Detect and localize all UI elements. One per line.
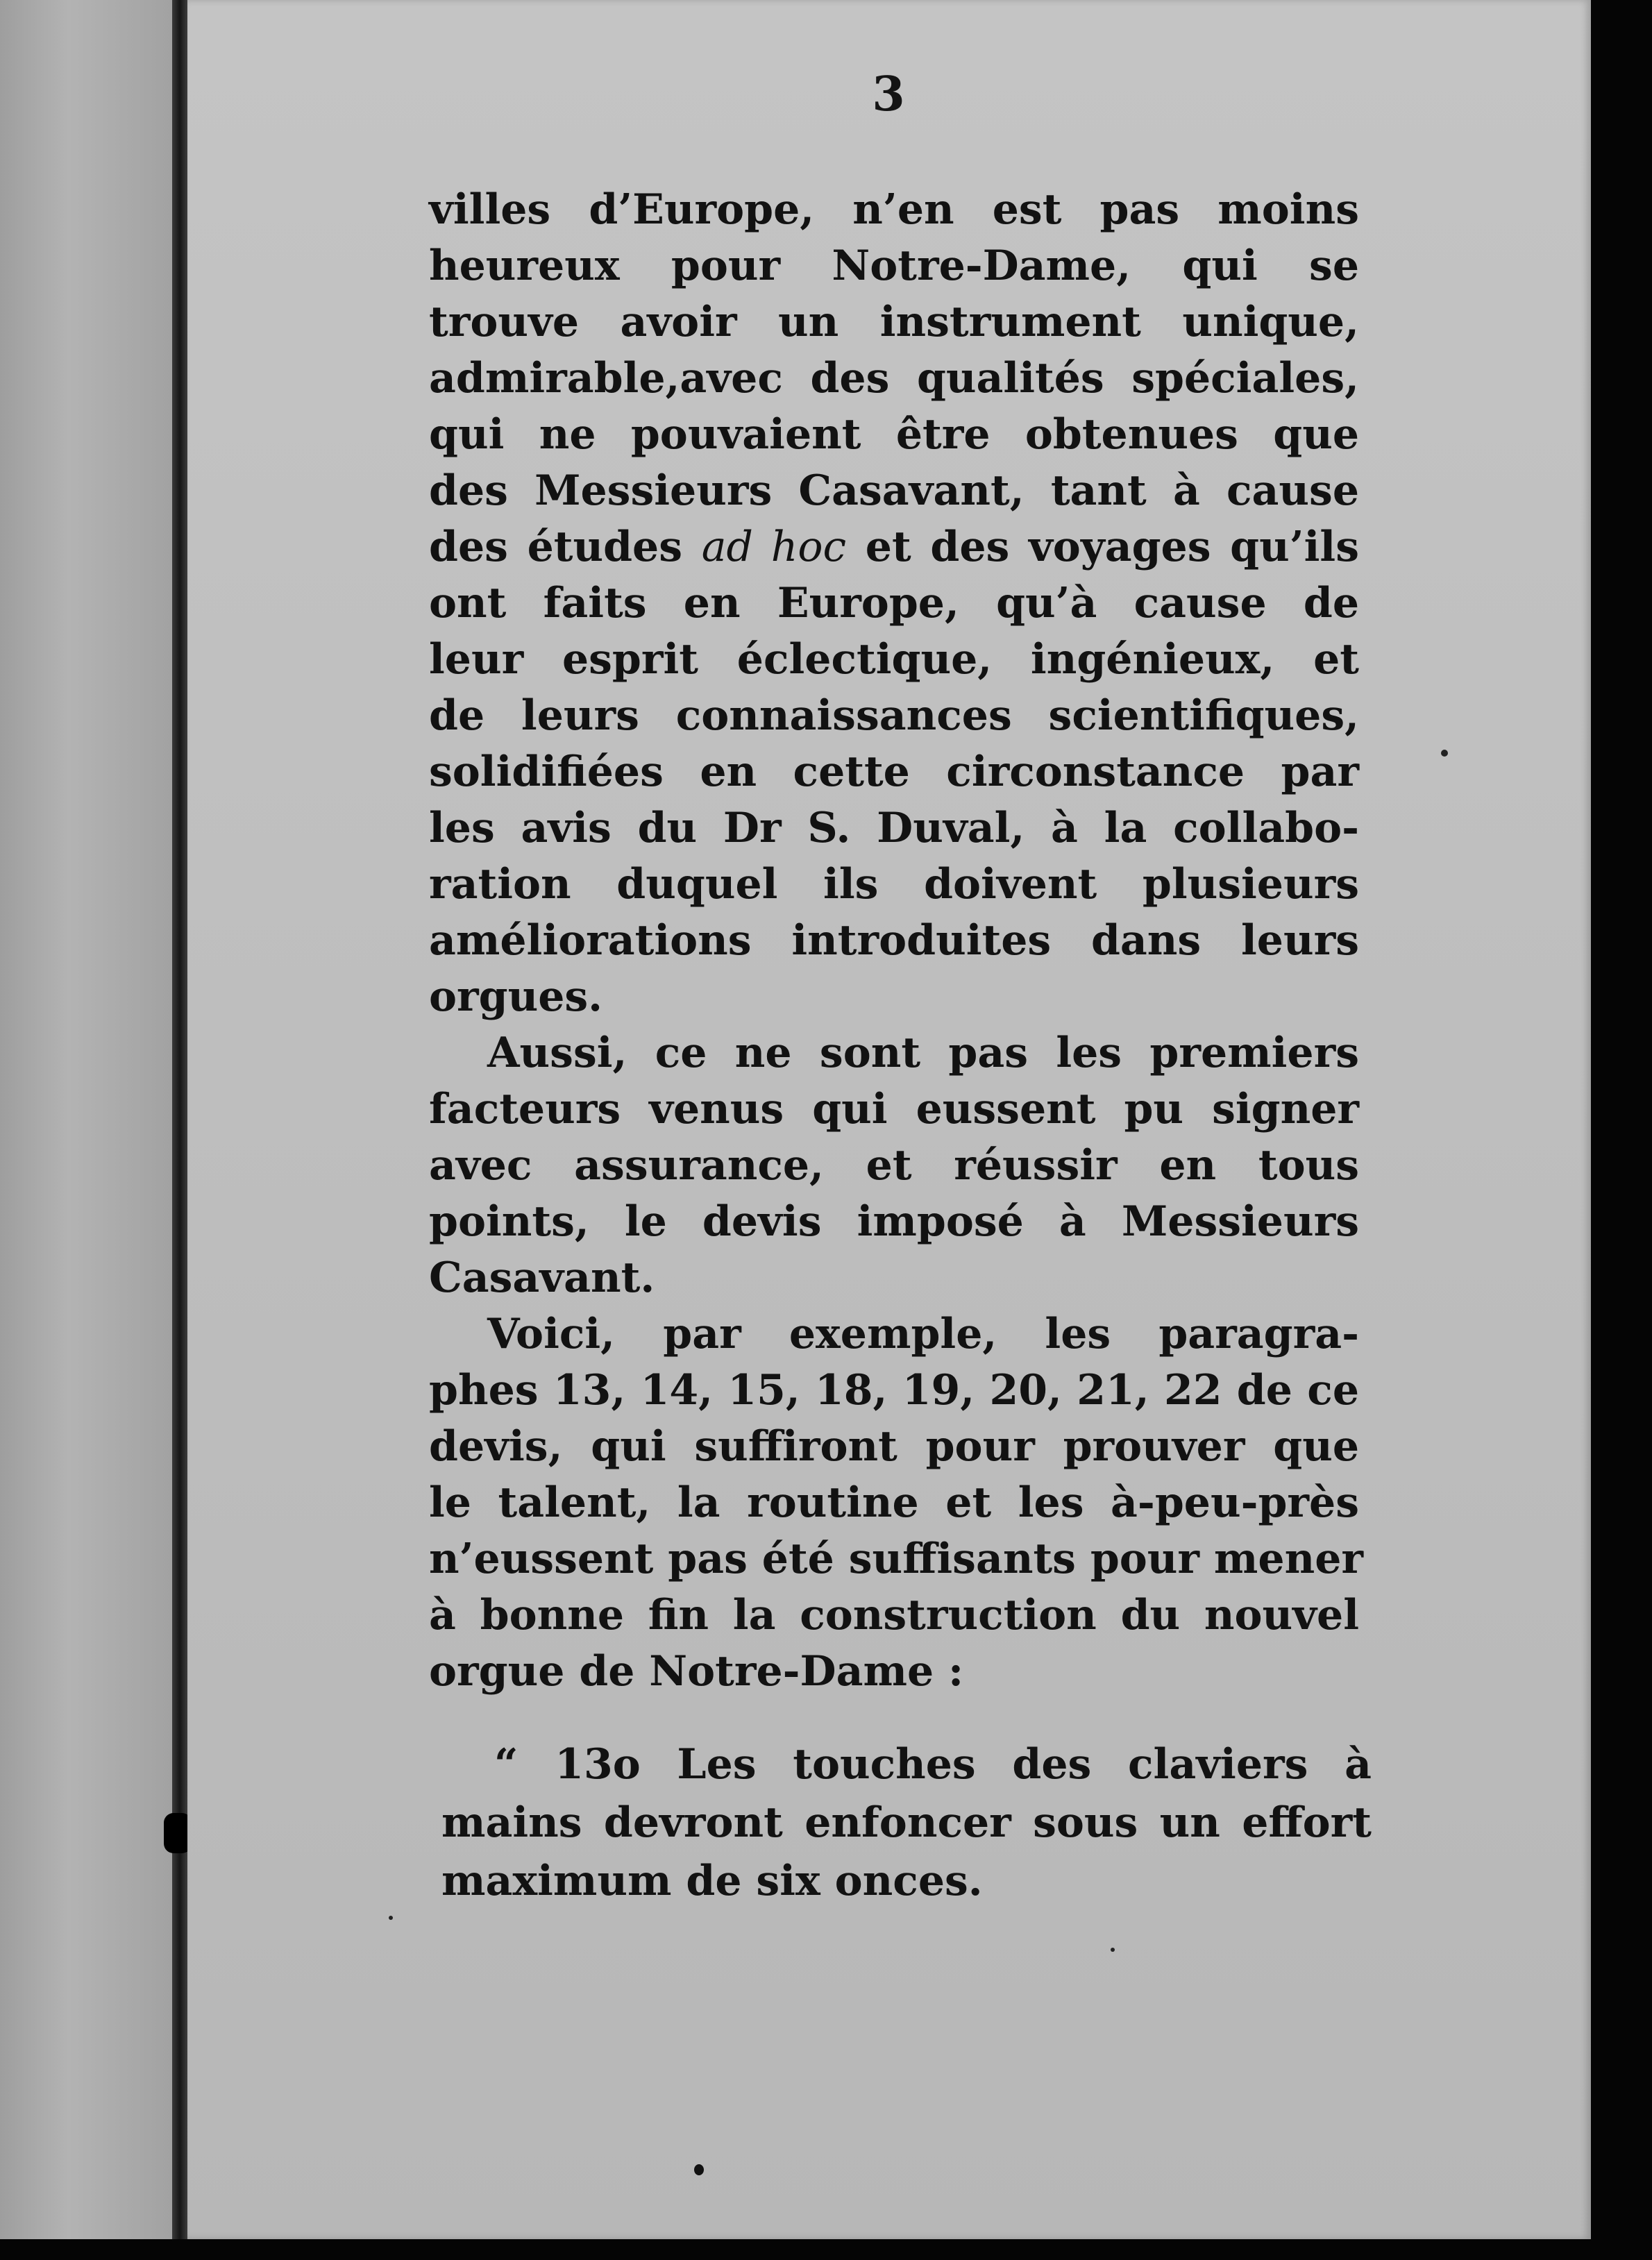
italic-phrase: ad hoc (701, 523, 847, 571)
text-line: admirable,avec des qualités spéciales, (429, 354, 1359, 403)
text-line: points, le devis imposé à Messieurs (429, 1197, 1359, 1246)
scan-border-right (1591, 0, 1652, 2260)
ink-speck (1111, 1948, 1115, 1952)
ink-speck (1441, 750, 1448, 757)
quoted-paragraph (441, 1735, 1372, 1910)
text-line: trouve avoir un instrument unique, (429, 298, 1359, 346)
paragraph-first-line: Voici, par exemple, les paragra- (487, 1310, 1359, 1358)
paragraph-first-line: Aussi, ce ne sont pas les premiers (487, 1029, 1359, 1077)
text-line: heureux pour Notre-Dame, qui se (429, 242, 1359, 290)
text-line: de leurs connaissances scientifiques, (429, 691, 1359, 740)
scan-border-bottom (0, 2239, 1652, 2260)
book-spine (172, 0, 187, 2242)
text-line: des études ad hoc et des voyages qu’ils (429, 523, 1359, 571)
text-line: à bonne fin la construction du nouvel (429, 1591, 1359, 1639)
quote-line: maximum de six onces. (441, 1857, 983, 1905)
text-line: les avis du Dr S. Duval, à la collabo- (429, 804, 1359, 852)
text-line: Casavant. (429, 1254, 655, 1302)
text-line: améliorations introduites dans leurs (429, 916, 1359, 965)
text-line: n’eussent pas été suffisants pour mener (429, 1535, 1363, 1583)
text-line: qui ne pouvaient être obtenues que (429, 410, 1359, 459)
text-line: facteurs venus qui eussent pu signer (429, 1085, 1359, 1133)
body-text (429, 182, 1363, 1700)
text-line: villes d’Europe, n’en est pas moins (429, 185, 1359, 234)
text-line: solidifiées en cette circonstance par (429, 748, 1359, 796)
text-line: devis, qui suffiront pour prouver que (429, 1422, 1359, 1471)
text-line: orgues. (429, 972, 603, 1021)
text-line: phes 13, 14, 15, 18, 19, 20, 21, 22 de ce (429, 1366, 1359, 1415)
page-number: 3 (872, 67, 905, 122)
text-line: avec assurance, et réussir en tous (429, 1141, 1359, 1190)
text-line: ration duquel ils doivent plusieurs (429, 860, 1359, 909)
text-line: orgue de Notre-Dame : (429, 1647, 964, 1696)
text-line: leur esprit éclectique, ingénieux, et (429, 635, 1359, 684)
text-line: le talent, la routine et les à-peu-près (429, 1478, 1359, 1527)
quote-line: “ 13o Les touches des claviers à (494, 1740, 1372, 1789)
text-line: ont faits en Europe, qu’à cause de (429, 579, 1359, 627)
facing-page-edge (0, 0, 172, 2242)
ink-dot (694, 2164, 704, 2175)
quote-line: mains devront enfoncer sous un effort (441, 1798, 1372, 1847)
ink-speck (389, 1916, 393, 1920)
text-line: des Messieurs Casavant, tant à cause (429, 466, 1359, 515)
